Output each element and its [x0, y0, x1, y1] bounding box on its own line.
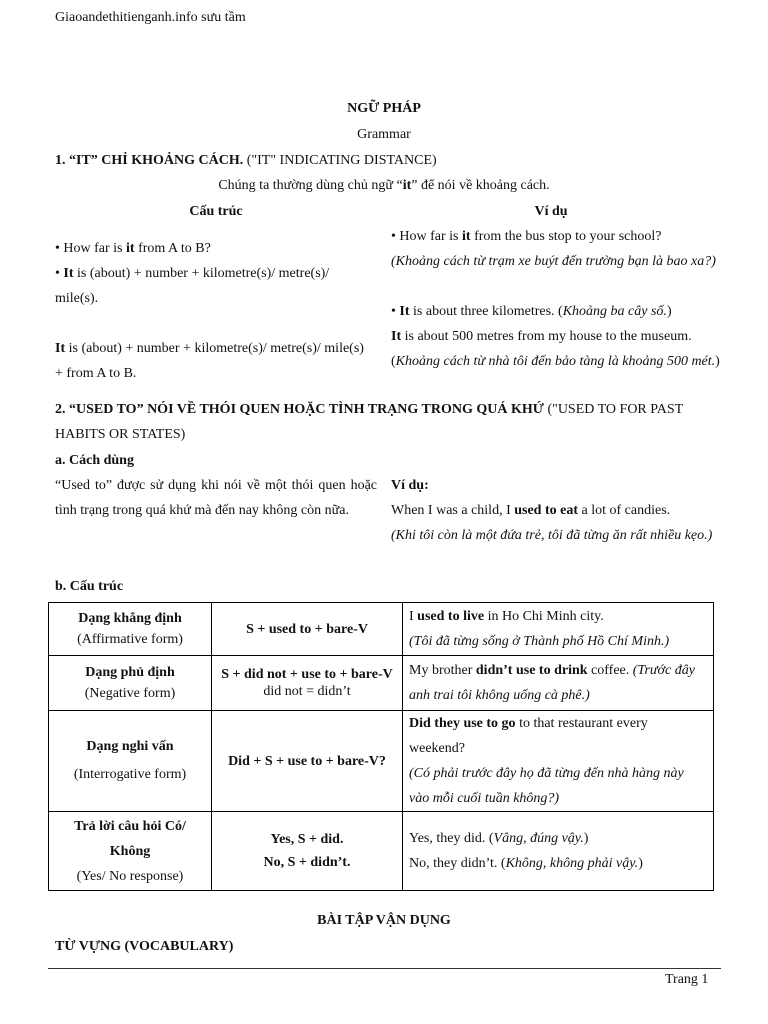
table-row-interrogative — [49, 711, 714, 812]
form-name-en: (Interrogative form) — [73, 767, 187, 782]
e2-it: It — [399, 304, 410, 319]
s2-bullet: • — [55, 266, 64, 281]
footer-divider — [48, 968, 721, 969]
section-2-heading-normal: ("USED TO FOR PAST HABITS OR STATES) — [55, 402, 683, 442]
section-2-heading-bold: 2. “USED TO” NÓI VỀ THÓI QUEN HOẶC TÌNH TRẠNG TRONG QUÁ KHỨ — [55, 402, 544, 417]
example-question — [391, 224, 721, 274]
r4-yes-text: Yes, they did. ( — [409, 831, 494, 846]
e1-it: it — [462, 229, 471, 244]
e2-bullet: • — [391, 304, 400, 319]
structure-yes: Yes, S + did. — [270, 832, 344, 847]
page-subtitle: Grammar — [357, 127, 411, 142]
r1-ex-bold: used to live — [417, 609, 485, 624]
structure-answer-from-to — [55, 336, 365, 386]
usage-subheading: a. Cách dùng — [55, 453, 134, 468]
example-cell — [403, 603, 714, 656]
structure-note: did not = didn’t — [263, 684, 351, 699]
r3-ex-bold: Did they use to go — [409, 716, 516, 731]
e3-it: It — [391, 329, 402, 344]
example-label: Ví dụ: — [391, 478, 429, 493]
structure-answer — [55, 261, 365, 311]
s3-it: It — [55, 341, 66, 356]
example-column-header: Ví dụ — [534, 204, 568, 219]
r2-ex-translation: (Trước đây anh trai tôi không uống cà phê.) — [409, 663, 695, 703]
section-1-intro — [0, 173, 768, 198]
example-cell — [403, 812, 714, 891]
form-name: Trả lời câu hỏi Có/ Không — [74, 818, 186, 859]
vocabulary-heading: TỪ VỰNG (VOCABULARY) — [55, 939, 234, 954]
table-row-negative — [49, 656, 714, 711]
usage-description: “Used to” được sử dụng khi nói về một thói quen hoặc tình trạng trong quá khứ mà đến nay không còn nữa. — [55, 478, 377, 518]
r4-yes-close: ) — [583, 831, 589, 846]
form-name-en: (Affirmative form) — [77, 632, 183, 647]
usage-ex-translation: (Khi tôi còn là một đứa trẻ, tôi đã từng ăn rất nhiều kẹo.) — [391, 528, 713, 543]
form-cell — [49, 656, 212, 711]
r4-yes-translation: Vâng, đúng vậy. — [493, 831, 584, 846]
example-cell — [403, 656, 714, 711]
structure-cell — [212, 656, 403, 711]
r2-ex-text: My brother — [409, 663, 476, 678]
intro-text-end: ” để nói về khoảng cách. — [411, 178, 550, 193]
structure-text: S + did not + use to + bare-V — [221, 667, 393, 682]
e1-text-end: from the bus stop to your school? — [470, 229, 662, 244]
form-cell — [49, 812, 212, 891]
source-header: Giaoandethitienganh.info sưu tầm — [55, 10, 246, 25]
section-1-heading-bold: 1. “IT” CHỈ KHOẢNG CÁCH. — [55, 153, 244, 168]
r3-ex-translation: (Có phải trước đây họ đã từng đến nhà hàng này vào mỗi cuối tuần không?) — [409, 766, 684, 806]
form-name-en: (Negative form) — [84, 686, 176, 701]
r4-no-text: No, they didn’t. ( — [409, 856, 506, 871]
form-name: Dạng nghi vấn — [86, 739, 174, 754]
page-title: NGỮ PHÁP — [347, 101, 421, 116]
s1-text-end: from A to B? — [134, 241, 211, 256]
e2-text: is about three kilometres. ( — [409, 304, 563, 319]
s2-text: is (about) + number + kilometre(s)/ metre(s)/ mile(s). — [55, 266, 330, 306]
example-answer-1 — [391, 299, 721, 324]
section-1-heading — [55, 148, 720, 173]
form-name-en: (Yes/ No response) — [76, 868, 184, 884]
table-row-yes-no — [49, 812, 714, 891]
structure-column-header: Cấu trúc — [189, 204, 243, 219]
form-cell — [49, 603, 212, 656]
page-number: Trang 1 — [665, 972, 709, 987]
s2-it: It — [63, 266, 74, 281]
usage-ex-bold: used to eat — [514, 503, 579, 518]
r2-ex-bold: didn’t use to drink — [475, 663, 588, 678]
exercise-title: BÀI TẬP VẬN DỤNG — [317, 913, 451, 928]
usage-example — [391, 473, 721, 548]
e1-text: • How far is — [391, 229, 462, 244]
example-answer-2 — [391, 324, 721, 374]
usage-ex-text: When I was a child, I — [391, 503, 515, 518]
structure-question — [55, 236, 365, 261]
r4-no-close: ) — [638, 856, 643, 871]
e3-text: is about 500 metres from my house to the museum. ( — [391, 329, 692, 369]
e3-translation: Khoảng cách từ nhà tôi đến bảo tàng là khoảng 500 mét. — [395, 354, 716, 369]
r2-ex-text-end: coffee. — [587, 663, 633, 678]
r3-ex-text: to that restaurant every weekend? — [409, 716, 648, 756]
structure-no: No, S + didn’t. — [263, 855, 351, 870]
example-cell — [403, 711, 714, 812]
s3-text: is (about) + number + kilometre(s)/ metre(s)/ mile(s) + from A to B. — [55, 341, 364, 381]
structure-cell: Did + S + use to + bare-V? — [212, 711, 403, 812]
form-name: Dạng phủ định — [85, 665, 175, 680]
section-2-heading — [55, 397, 720, 447]
form-name: Dạng khẳng định — [78, 611, 182, 626]
e3-close: ) — [715, 354, 720, 369]
structure-cell: S + used to + bare-V — [212, 603, 403, 656]
r1-ex-text-end: in Ho Chi Minh city. — [484, 609, 604, 624]
intro-text: Chúng ta thường dùng chủ ngữ “ — [218, 178, 403, 193]
e2-translation: Khoảng ba cây số. — [562, 304, 667, 319]
form-cell — [49, 711, 212, 812]
s1-text: • How far is — [55, 241, 126, 256]
intro-it: it — [402, 178, 412, 193]
s1-it: it — [126, 241, 135, 256]
r4-no-translation: Không, không phải vậy. — [505, 856, 639, 871]
e2-close: ) — [666, 304, 672, 319]
r1-ex-text: I — [409, 609, 418, 624]
structure-table — [48, 602, 714, 891]
structure-subheading: b. Cấu trúc — [55, 579, 124, 594]
table-row-affirmative — [49, 603, 714, 656]
section-1-heading-normal: ("IT" INDICATING DISTANCE) — [243, 153, 437, 168]
structure-cell — [212, 812, 403, 891]
e1-translation: (Khoảng cách từ trạm xe buýt đến trường bạn là bao xa?) — [391, 254, 716, 269]
r1-ex-translation: (Tôi đã từng sống ở Thành phố Hồ Chí Minh.) — [409, 634, 670, 649]
usage-ex-text-end: a lot of candies. — [578, 503, 671, 518]
